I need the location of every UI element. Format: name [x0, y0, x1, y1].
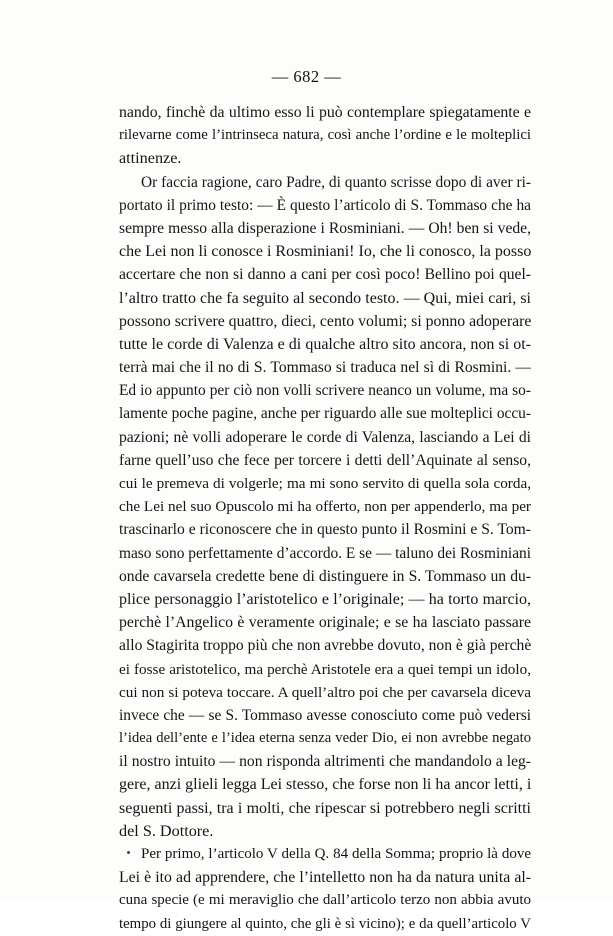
paragraph [119, 171, 531, 843]
text-line: sempre messo alla disperazione i Rosminiani. — Oh! ben si vede, [119, 219, 531, 237]
text-line: ei fosse aristotelico, ma perchè Aristotele era a quei tempi un idolo, [119, 660, 531, 678]
ink-speck [127, 851, 130, 854]
text-line: pazioni; nè volli adoperare le corde di Valenza, lasciando a Lei di [119, 428, 531, 446]
text-line: terrà mai che il no di S. Tommaso si traduca nel sì di Rosmini. — [119, 359, 531, 377]
text-line: invece che — se S. Tommaso avesse conosciuto come può vedersi [119, 706, 531, 724]
text-line: maso sono perfettamente d’accordo. E se — taluno dei Rosminiani [119, 544, 532, 562]
paragraph [119, 843, 531, 936]
text-line: del S. Dottore. [119, 821, 214, 840]
text-line: gere, anzi glieli legga Lei stesso, che forse non li ha ancor letti, i [119, 776, 532, 794]
text-line: tutte le corde di Valenza e di qualche altro sito ancora, non si ot- [119, 335, 531, 353]
text-line: farne quell’uso che fece per torcere i detti dell’Aquinate al senso, [119, 451, 531, 469]
text-line: seguenti passi, tra i molti, che ripescar si potrebbero negli scritti [119, 799, 531, 817]
text-line: rilevarne come l’intrinseca natura, così anche l’ordine e le molteplici [119, 127, 531, 144]
text-line: Per primo, l’articolo V della Q. 84 della Somma; proprio là dove [141, 846, 531, 862]
text-line: nando, finchè da ultimo esso li può contemplare spiegatamente e [119, 104, 531, 121]
text-line: tempo di giungere al quinto, che gli è sì vicino); e da quell’articolo V [119, 915, 531, 932]
paragraph [119, 101, 531, 171]
text-line: cui non si poteva toccare. A quell’altro poi che per cavarsela diceva [119, 683, 531, 701]
text-line: portato il primo testo: — È questo l’articolo di S. Tommaso che ha [119, 196, 531, 214]
text-line: che Lei non li conosce i Rosminiani! Io, che li conosco, la posso [119, 243, 532, 261]
text-line: possono scrivere quattro, dieci, cento volumi; si ponno adoperare [119, 312, 532, 330]
text-line: perchè l’Angelico è veramente originale; e se ha lasciato passare [119, 614, 531, 632]
text-line: Lei è ito ad apprendere, che l’intelletto non ha da natura unita al- [119, 869, 531, 887]
text-line: allo Stagirita troppo più che non avrebbe dovuto, non è già perchè [119, 637, 532, 655]
text-line: onde cavarsela credette bene di distinguere in S. Tommaso un du- [119, 567, 531, 585]
text-line: trascinarlo e riconoscere che in questo punto il Rosmini e S. Tom- [119, 521, 531, 539]
text-line: l’idea dell’ente e l’idea eterna senza veder Dio, ei non avrebbe negato [119, 730, 531, 747]
text-line: Or faccia ragione, caro Padre, di quanto scrisse dopo di aver ri- [141, 173, 531, 191]
text-line: cui le premeva di volgerle; ma mi sono servito di quella sola corda, [119, 475, 531, 492]
text-line: che Lei nel suo Opuscolo mi ha offerto, non per appenderlo, ma per [119, 498, 531, 516]
text-line: plice personaggio l’aristotelico e l’originale; — ha torto marcio, [119, 590, 531, 608]
page-number: — 682 — [271, 67, 342, 86]
text-line: cuna specie (e mi meraviglio che dall’articolo terzo non abbia avuto [119, 892, 531, 909]
text-line: Ed io appunto per ciò non volli scrivere neanco un volume, ma so- [119, 382, 531, 400]
text-line: il nostro intuito — non risponda altrimenti che mandandolo a leg- [119, 753, 531, 771]
text-line: accertare che non si danno a cani per così poco! Bellino poi quel- [119, 266, 531, 284]
text-line: l’altro tratto che fa seguito al secondo testo. — Qui, miei cari, si [119, 289, 531, 307]
body-text [119, 101, 531, 936]
text-line: lamente poche pagine, anche per riguardo alle sue molteplici occu- [119, 405, 531, 423]
text-line: attinenze. [119, 149, 182, 168]
